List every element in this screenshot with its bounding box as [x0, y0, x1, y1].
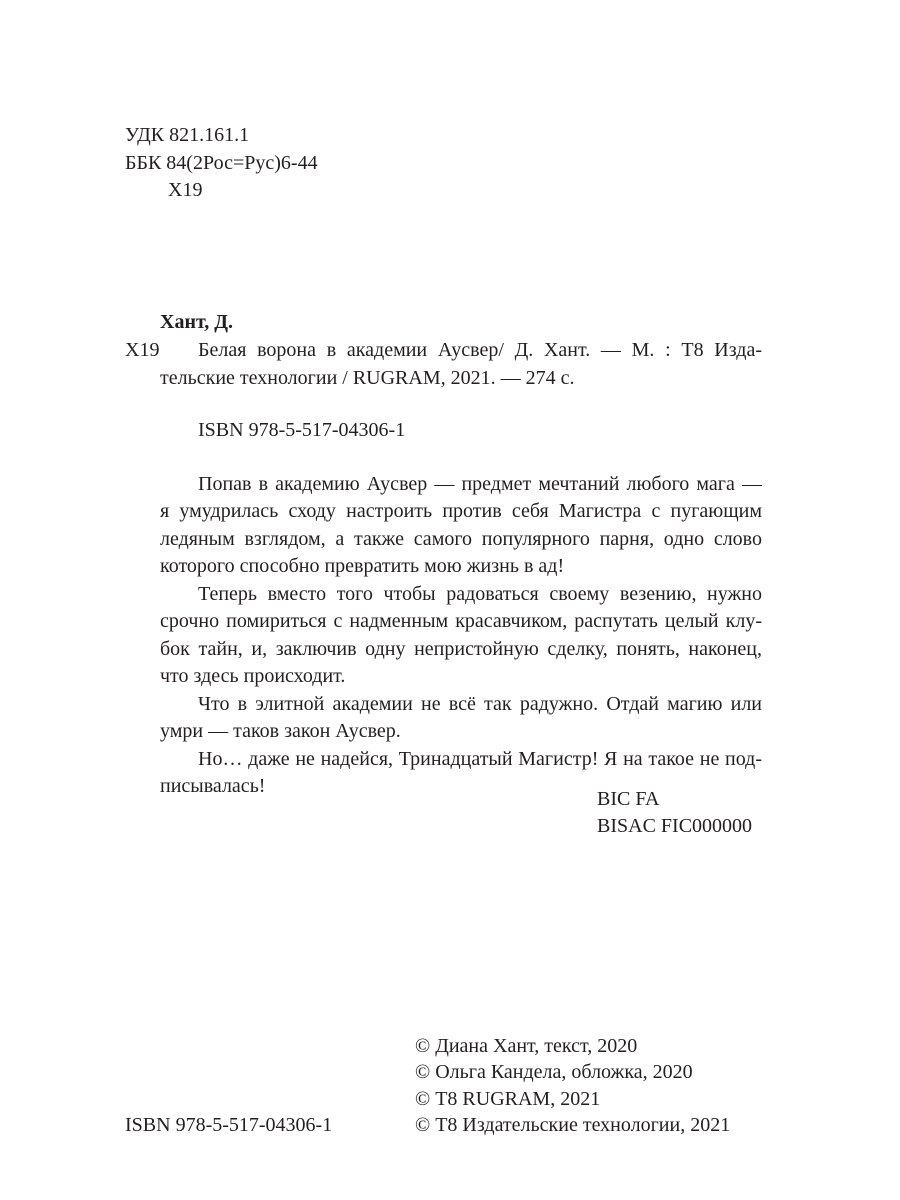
copyright-line: © Диана Хант, текст, 2020: [415, 1035, 638, 1057]
annotation-line: что здесь происходит.: [160, 665, 346, 687]
annotation-line: срочно помириться с надменным красавчиком, распутать целый клу-: [160, 610, 762, 632]
bisac-code: BISAC FIC000000: [597, 815, 753, 837]
annotation-line: ледяным взглядом, а также самого популярного парня, одно слово: [160, 528, 762, 550]
bottom-isbn: ISBN 978-5-517-04306-1: [125, 1114, 333, 1136]
copyright-line: © Т8 RUGRAM, 2021: [415, 1088, 601, 1110]
annotation-line: я умудрилась сходу настроить против себя Магистра с пугающим: [160, 500, 762, 522]
annotation-line: писывалась!: [160, 775, 266, 797]
record-title-line: Белая ворона в академии Аусвер/ Д. Хант. — М. : Т8 Изда-: [198, 339, 762, 361]
record-sign: Х19: [125, 339, 160, 361]
annotation-line: умри — таков закон Аусвер.: [160, 720, 401, 742]
udk-code: УДК 821.161.1: [125, 124, 250, 146]
annotation-line: Но… даже не надейся, Тринадцатый Магистр! Я на такое не под-: [198, 748, 762, 770]
author-sign: Х19: [168, 179, 203, 201]
annotation-line: Что в элитной академии не всё так радужно. Отдай магию или: [198, 693, 762, 715]
annotation-line: бок тайн, и, заключив одну непристойную сделку, понять, наконец,: [160, 638, 762, 660]
record-isbn: ISBN 978-5-517-04306-1: [198, 419, 406, 441]
record-author: Хант, Д.: [160, 311, 234, 333]
copyright-line: © Ольга Кандела, обложка, 2020: [415, 1061, 693, 1083]
bbk-code: ББК 84(2Рос=Рус)6-44: [125, 152, 318, 174]
record-title-line: тельские технологии / RUGRAM, 2021. — 274 с.: [160, 367, 575, 389]
annotation-line: Попав в академию Аусвер — предмет мечтаний любого мага —: [198, 473, 762, 495]
annotation-line: которого способно превратить мою жизнь в ад!: [160, 555, 565, 577]
copyright-line: © Т8 Издательские технологии, 2021: [415, 1114, 731, 1136]
annotation-line: Теперь вместо того чтобы радоваться своему везению, нужно: [198, 583, 762, 605]
bic-code: BIC FA: [597, 788, 660, 810]
